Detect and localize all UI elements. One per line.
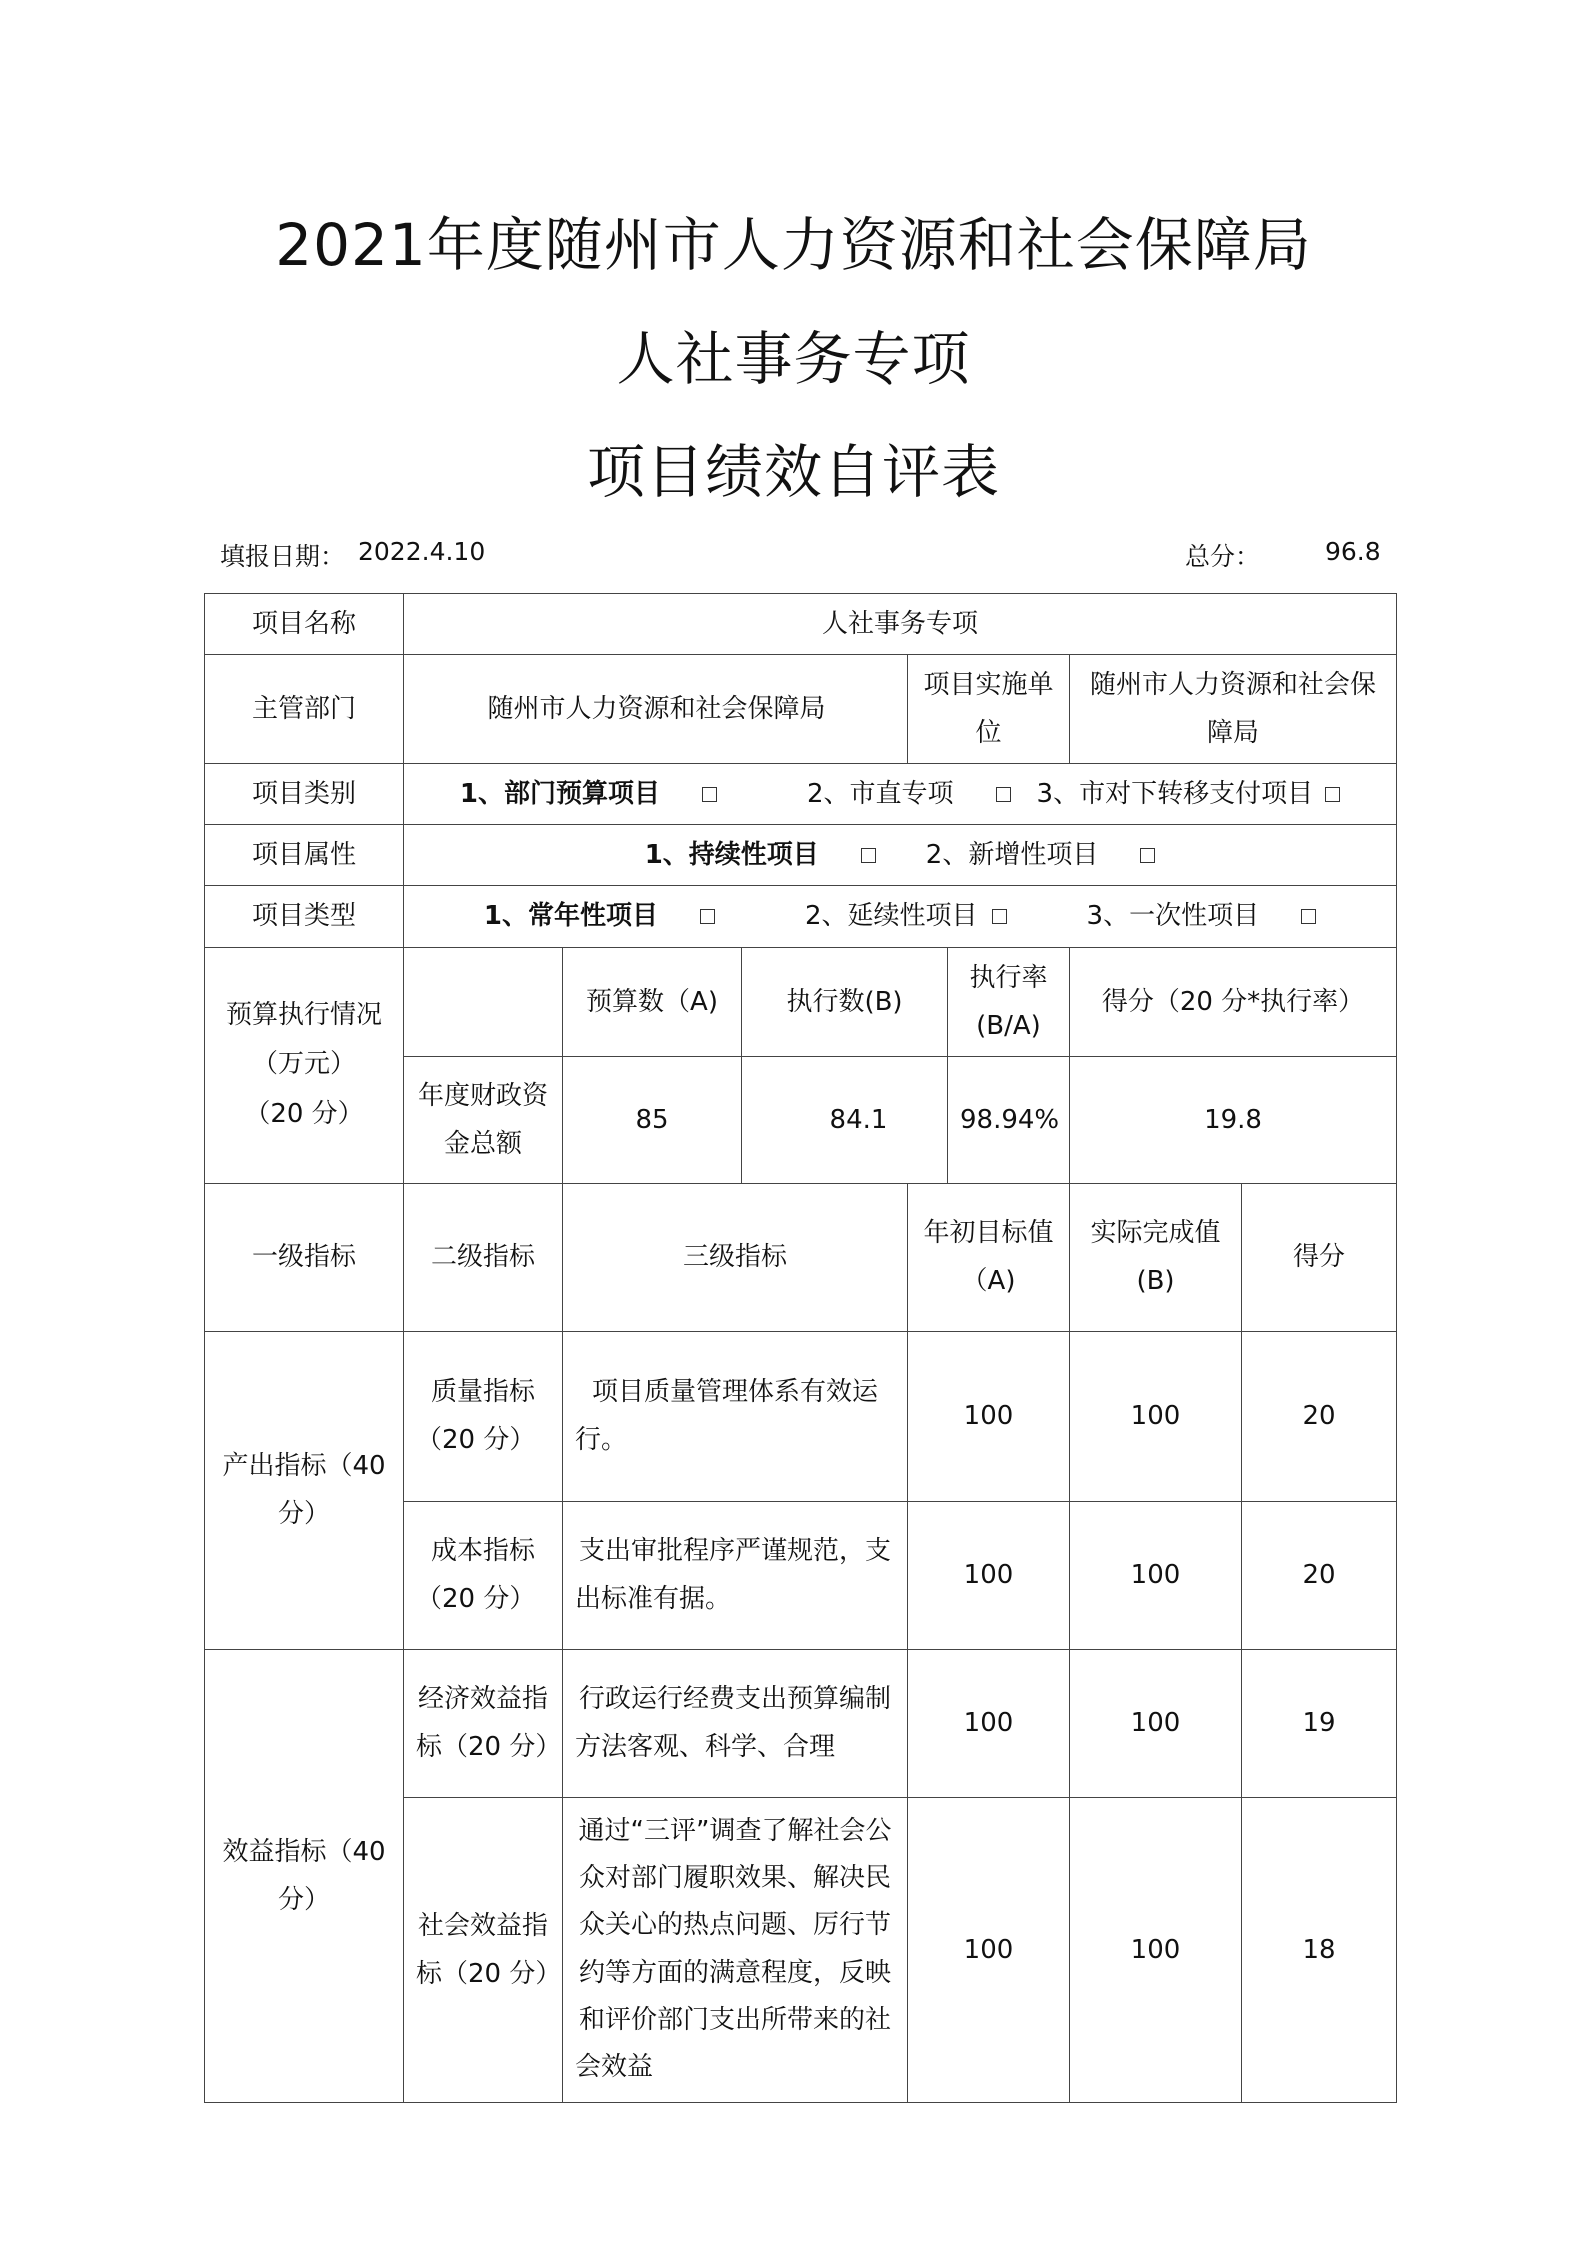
output-indicators-label: 产出指标（40 分）: [205, 1331, 404, 1649]
executed-amount-value: 84.1: [742, 1056, 948, 1183]
budget-amount-value: 85: [563, 1056, 742, 1183]
type-label: 项目类型: [205, 886, 404, 947]
implementing-unit-value: 随州市人力资源和社会保障局: [1070, 655, 1397, 764]
budget-execution-label-line1: 预算执行情况: [225, 1000, 382, 1031]
social-actual-value: 100: [1070, 1797, 1242, 2102]
category-option-1: 1、部门预算项目: [459, 779, 660, 810]
type-option-3: 3、一次性项目: [1086, 901, 1260, 932]
checkbox-icon[interactable]: [996, 787, 1011, 802]
cost-target-value: 100: [908, 1501, 1070, 1649]
budget-execution-label: [205, 947, 404, 1183]
actual-value-header: 实际完成值(B): [1070, 1183, 1242, 1331]
economic-benefit-description: 行政运行经费支出预算编制方法客观、科学、合理: [563, 1649, 908, 1797]
execution-rate-value: 98.94%: [948, 1056, 1070, 1183]
social-score-value: 18: [1242, 1797, 1397, 2102]
title-line-2: 人社事务专项: [616, 325, 971, 393]
cost-score-value: 20: [1242, 1501, 1397, 1649]
executed-amount-header: 执行数(B): [742, 947, 948, 1056]
social-benefit-description: 通过“三评”调查了解社会公众对部门履职效果、解决民众关心的热点问题、厉行节约等方面的满意程度，反映和评价部门支出所带来的社会效益: [563, 1797, 908, 2102]
row-indicator-header: [205, 1183, 1397, 1331]
economic-score-value: 19: [1242, 1649, 1397, 1797]
social-benefit-indicator-label: 社会效益指标（20 分）: [404, 1797, 563, 2102]
checkbox-icon[interactable]: [702, 787, 717, 802]
attribute-option-2: 2、新增性项目: [925, 840, 1099, 871]
attribute-options: [404, 825, 1397, 886]
row-project-name: [205, 594, 1397, 655]
checkbox-icon[interactable]: [1301, 909, 1316, 924]
execution-rate-header: 执行率(B/A): [948, 947, 1070, 1056]
budget-execution-label-line3: （20 分）: [244, 1098, 364, 1129]
project-name-value: 人社事务专项: [404, 594, 1397, 655]
cost-indicator-label: 成本指标（20 分）: [404, 1501, 563, 1649]
project-name-label: 项目名称: [205, 594, 404, 655]
title-line-3: 项目绩效自评表: [586, 438, 1000, 506]
department-value: 随州市人力资源和社会保障局: [404, 655, 908, 764]
budget-amount-header: 预算数（A): [563, 947, 742, 1056]
budget-score-value: 19.8: [1070, 1056, 1397, 1183]
checkbox-icon[interactable]: [861, 848, 876, 863]
row-category: [205, 764, 1397, 825]
target-value-header: 年初目标值（A): [908, 1183, 1070, 1331]
fill-date-value: 2022.4.10: [358, 537, 486, 566]
quality-indicator-label: 质量指标（20 分）: [404, 1331, 563, 1501]
category-options: [404, 764, 1397, 825]
fill-date-label: 填报日期：: [220, 542, 346, 571]
category-label: 项目类别: [205, 764, 404, 825]
category-option-3: 3、市对下转移支付项目: [1036, 779, 1314, 810]
evaluation-table: [204, 593, 1397, 2103]
quality-indicator-description: 项目质量管理体系有效运行。: [563, 1331, 908, 1501]
cost-actual-value: 100: [1070, 1501, 1242, 1649]
category-option-2: 2、市直专项: [807, 779, 954, 810]
budget-blank-cell: [404, 947, 563, 1056]
row-budget-header: [205, 947, 1397, 1056]
row-type: [205, 886, 1397, 947]
type-option-2: 2、延续性项目: [805, 901, 978, 932]
level1-indicator-header: 一级指标: [205, 1183, 404, 1331]
benefit-indicators-label: 效益指标（40 分）: [205, 1649, 404, 2102]
table-row: [205, 1649, 1397, 1797]
quality-target-value: 100: [908, 1331, 1070, 1501]
total-score-label: 总分：: [1185, 542, 1261, 571]
row-department: [205, 655, 1397, 764]
checkbox-icon[interactable]: [700, 909, 715, 924]
economic-target-value: 100: [908, 1649, 1070, 1797]
department-label: 主管部门: [205, 655, 404, 764]
checkbox-icon[interactable]: [1140, 848, 1155, 863]
checkbox-icon[interactable]: [992, 909, 1007, 924]
indicator-score-header: 得分: [1242, 1183, 1397, 1331]
checkbox-icon[interactable]: [1325, 787, 1340, 802]
row-attribute: [205, 825, 1397, 886]
budget-execution-label-line2: （万元）: [251, 1049, 356, 1080]
attribute-label: 项目属性: [205, 825, 404, 886]
type-option-1: 1、常年性项目: [483, 901, 658, 932]
implementing-unit-label: 项目实施单位: [908, 655, 1070, 764]
annual-fiscal-funds-label: 年度财政资金总额: [404, 1056, 563, 1183]
level2-indicator-header: 二级指标: [404, 1183, 563, 1331]
cost-indicator-description: 支出审批程序严谨规范，支出标准有据。: [563, 1501, 908, 1649]
attribute-option-1: 1、持续性项目: [644, 840, 819, 871]
quality-actual-value: 100: [1070, 1331, 1242, 1501]
quality-score-value: 20: [1242, 1331, 1397, 1501]
budget-score-header: 得分（20 分*执行率）: [1070, 947, 1397, 1056]
economic-actual-value: 100: [1070, 1649, 1242, 1797]
table-row: [205, 1331, 1397, 1501]
type-options: [404, 886, 1397, 947]
level3-indicator-header: 三级指标: [563, 1183, 908, 1331]
total-score-value: 96.8: [1325, 537, 1381, 566]
economic-benefit-indicator-label: 经济效益指标（20 分）: [404, 1649, 563, 1797]
title-line-1: 2021年度随州市人力资源和社会保障局: [275, 211, 1312, 279]
social-target-value: 100: [908, 1797, 1070, 2102]
